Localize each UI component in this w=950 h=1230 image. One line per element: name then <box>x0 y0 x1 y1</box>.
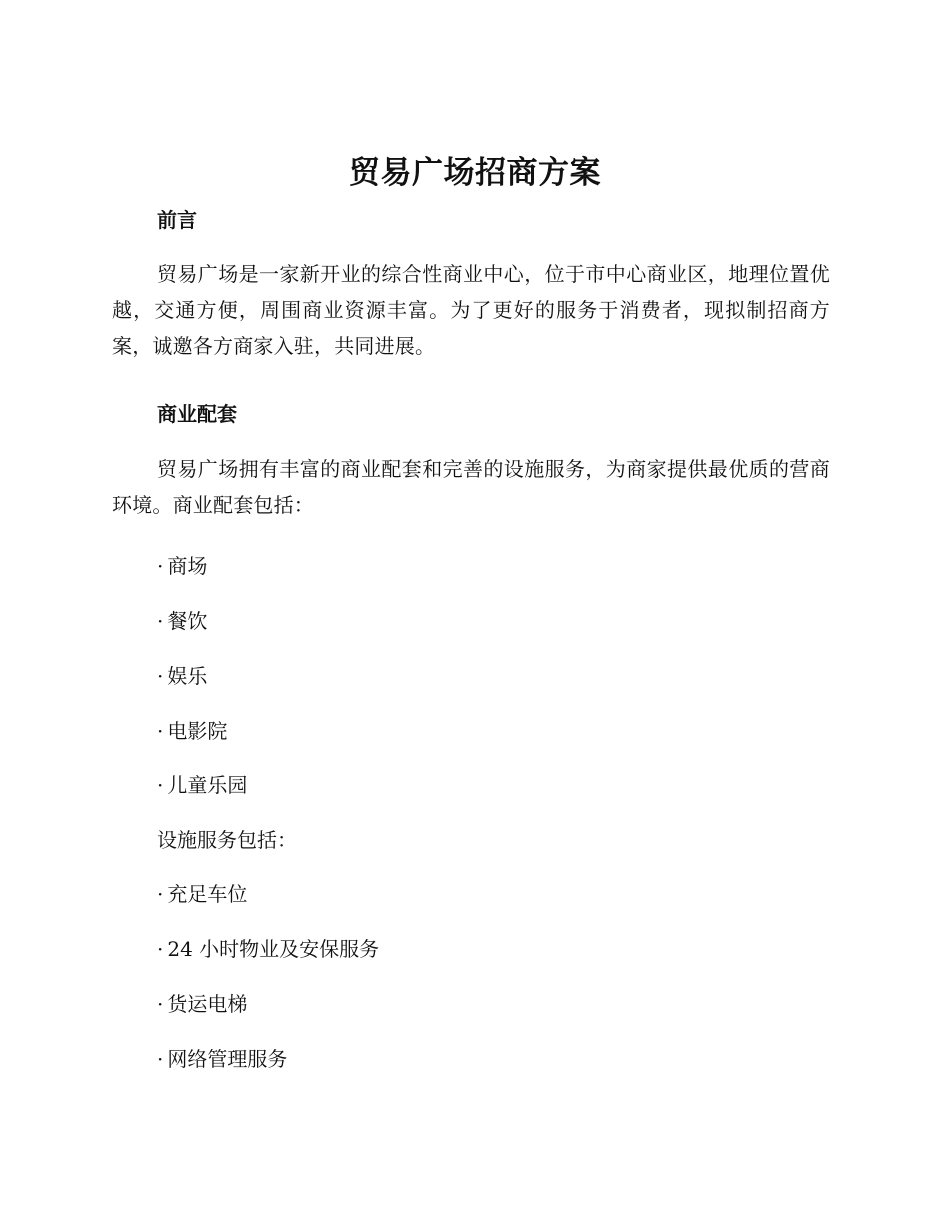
business-paragraph: 贸易广场拥有丰富的商业配套和完善的设施服务，为商家提供最优质的营商环境。商业配套包括： <box>112 457 830 517</box>
bullet-icon: · <box>157 882 164 906</box>
list-item <box>157 552 207 580</box>
list-item <box>157 935 379 963</box>
section-heading-preface: 前言 <box>157 208 197 232</box>
list-item-label: 24 小时物业及安保服务 <box>167 937 380 961</box>
list-item <box>157 771 247 799</box>
bullet-icon: · <box>157 1047 164 1071</box>
bullet-icon: · <box>157 664 164 688</box>
list-item-label: 电影院 <box>167 719 228 743</box>
bullet-icon: · <box>157 992 164 1016</box>
preface-paragraph: 贸易广场是一家新开业的综合性商业中心，位于市中心商业区，地理位置优越，交通方便，周围商业资源丰富。为了更好的服务于消费者，现拟制招商方案，诚邀各方商家入驻，共同进展。 <box>112 262 830 358</box>
list-item-label: 商场 <box>167 554 208 578</box>
list-item-label: 儿童乐园 <box>167 773 248 797</box>
list-item <box>157 1045 287 1073</box>
document-title: 贸易广场招商方案 <box>349 155 601 191</box>
bullet-icon: · <box>157 773 164 797</box>
list-item <box>157 717 227 745</box>
bullet-icon: · <box>157 609 164 633</box>
bullet-icon: · <box>157 719 164 743</box>
section-heading-business: 商业配套 <box>157 402 237 426</box>
bullet-icon: · <box>157 937 164 961</box>
list-item-label: 网络管理服务 <box>167 1047 288 1071</box>
list-item-label: 娱乐 <box>167 664 208 688</box>
bullet-icon: · <box>157 554 164 578</box>
list-item <box>157 880 247 908</box>
list-item <box>157 990 247 1018</box>
list-item-label: 充足车位 <box>167 882 248 906</box>
facility-intro: 设施服务包括： <box>157 828 297 852</box>
list-item-label: 餐饮 <box>167 609 208 633</box>
list-item-label: 货运电梯 <box>167 992 248 1016</box>
list-item <box>157 662 207 690</box>
list-item <box>157 607 207 635</box>
